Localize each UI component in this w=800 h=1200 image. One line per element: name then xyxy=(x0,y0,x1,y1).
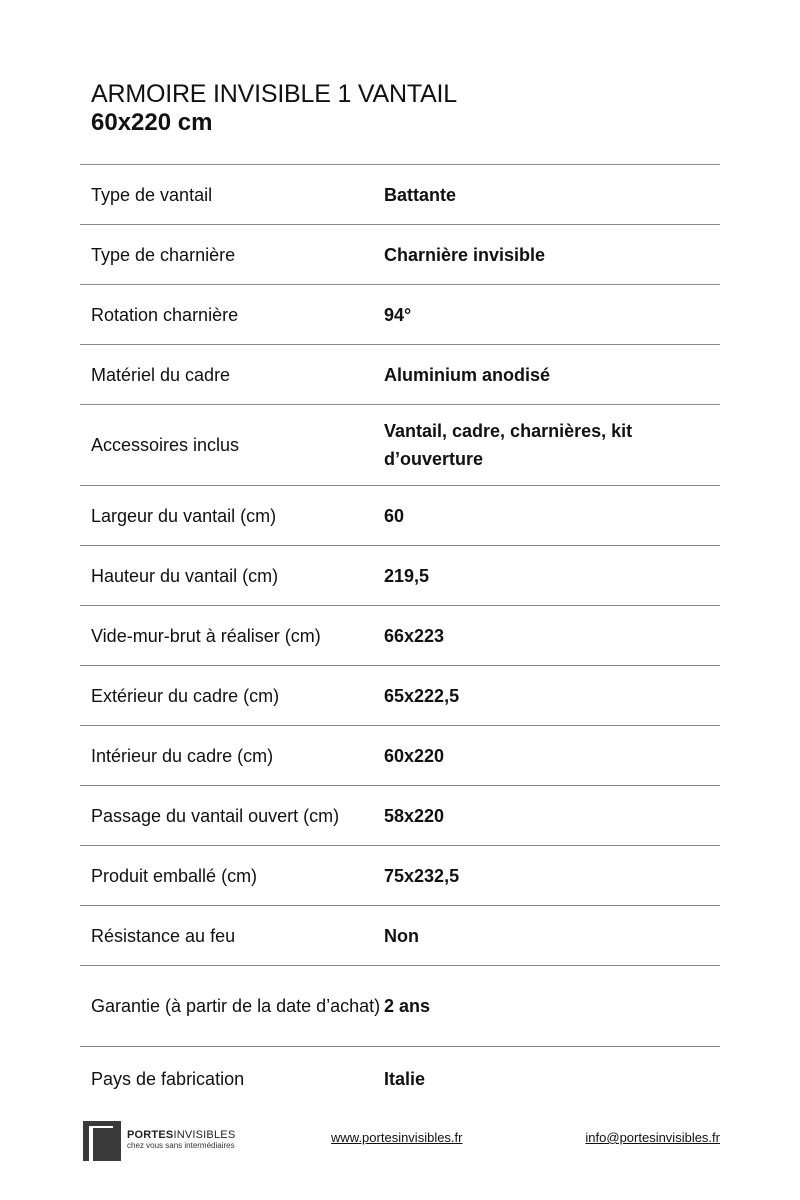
spec-label: Hauteur du vantail (cm) xyxy=(91,565,279,586)
spec-label: Produit emballé (cm) xyxy=(91,865,258,886)
spec-label: Résistance au feu xyxy=(91,925,236,946)
spec-row-feu xyxy=(80,906,720,966)
spec-value: 219,5 xyxy=(384,565,430,586)
spec-row-type-charniere xyxy=(80,225,720,285)
spec-label: Rotation charnière xyxy=(91,304,239,325)
spec-label: Type de vantail xyxy=(91,184,213,205)
spec-label: Garantie (à partir de la date d’achat) xyxy=(91,996,381,1016)
spec-row-passage xyxy=(80,786,720,846)
spec-value: 60x220 xyxy=(384,745,445,766)
spec-value: Battante xyxy=(384,184,457,205)
spec-value: 66x223 xyxy=(384,625,445,646)
spec-label: Vide-mur-brut à réaliser (cm) xyxy=(91,625,321,646)
brand-name-bold: PORTES xyxy=(127,1129,174,1141)
spec-row-type-vantail xyxy=(80,165,720,225)
spec-label: Pays de fabrication xyxy=(91,1069,245,1089)
spec-row-interieur xyxy=(80,726,720,786)
brand-name xyxy=(127,1129,235,1141)
page-title: ARMOIRE INVISIBLE 1 VANTAIL xyxy=(91,80,457,108)
spec-label: Largeur du vantail (cm) xyxy=(91,505,277,526)
spec-value: Italie xyxy=(384,1069,426,1089)
spec-row-pays xyxy=(80,1047,720,1111)
brand-logo xyxy=(83,1121,235,1161)
spec-value: 60 xyxy=(384,505,405,526)
spec-label: Intérieur du cadre (cm) xyxy=(91,745,274,766)
spec-label: Type de charnière xyxy=(91,244,236,265)
website-link[interactable]: www.portesinvisibles.fr xyxy=(331,1130,463,1145)
spec-value: 58x220 xyxy=(384,805,445,826)
door-icon xyxy=(83,1121,121,1161)
spec-label: Extérieur du cadre (cm) xyxy=(91,685,280,706)
spec-label: Matériel du cadre xyxy=(91,364,231,385)
spec-value: 75x232,5 xyxy=(384,865,460,886)
spec-row-rotation xyxy=(80,285,720,345)
spec-value: 2 ans xyxy=(384,996,431,1016)
email-link[interactable]: info@portesinvisibles.fr xyxy=(585,1130,720,1145)
spec-value: Vantail, cadre, charnières, kit d’ouverture xyxy=(384,421,633,469)
spec-row-accessoires xyxy=(80,405,720,486)
spec-value: Charnière invisible xyxy=(384,244,546,265)
spec-label: Accessoires inclus xyxy=(91,435,240,455)
spec-label: Passage du vantail ouvert (cm) xyxy=(91,805,340,826)
spec-row-emballe xyxy=(80,846,720,906)
footer xyxy=(0,1118,800,1168)
brand-name-light: INVISIBLES xyxy=(173,1129,236,1141)
spec-value: 94° xyxy=(384,304,412,325)
spec-value: 65x222,5 xyxy=(384,685,460,706)
spec-row-exterieur xyxy=(80,666,720,726)
spec-row-largeur xyxy=(80,486,720,546)
brand-tagline: chez vous sans intermédiaires xyxy=(127,1141,235,1150)
spec-value: Aluminium anodisé xyxy=(384,364,551,385)
spec-value: Non xyxy=(384,925,419,946)
spec-row-vide-mur xyxy=(80,606,720,666)
spec-row-materiel xyxy=(80,345,720,405)
page-subtitle: 60x220 cm xyxy=(91,109,213,136)
spec-row-garantie xyxy=(80,966,720,1047)
spec-table xyxy=(80,164,720,1111)
spec-row-hauteur xyxy=(80,546,720,606)
